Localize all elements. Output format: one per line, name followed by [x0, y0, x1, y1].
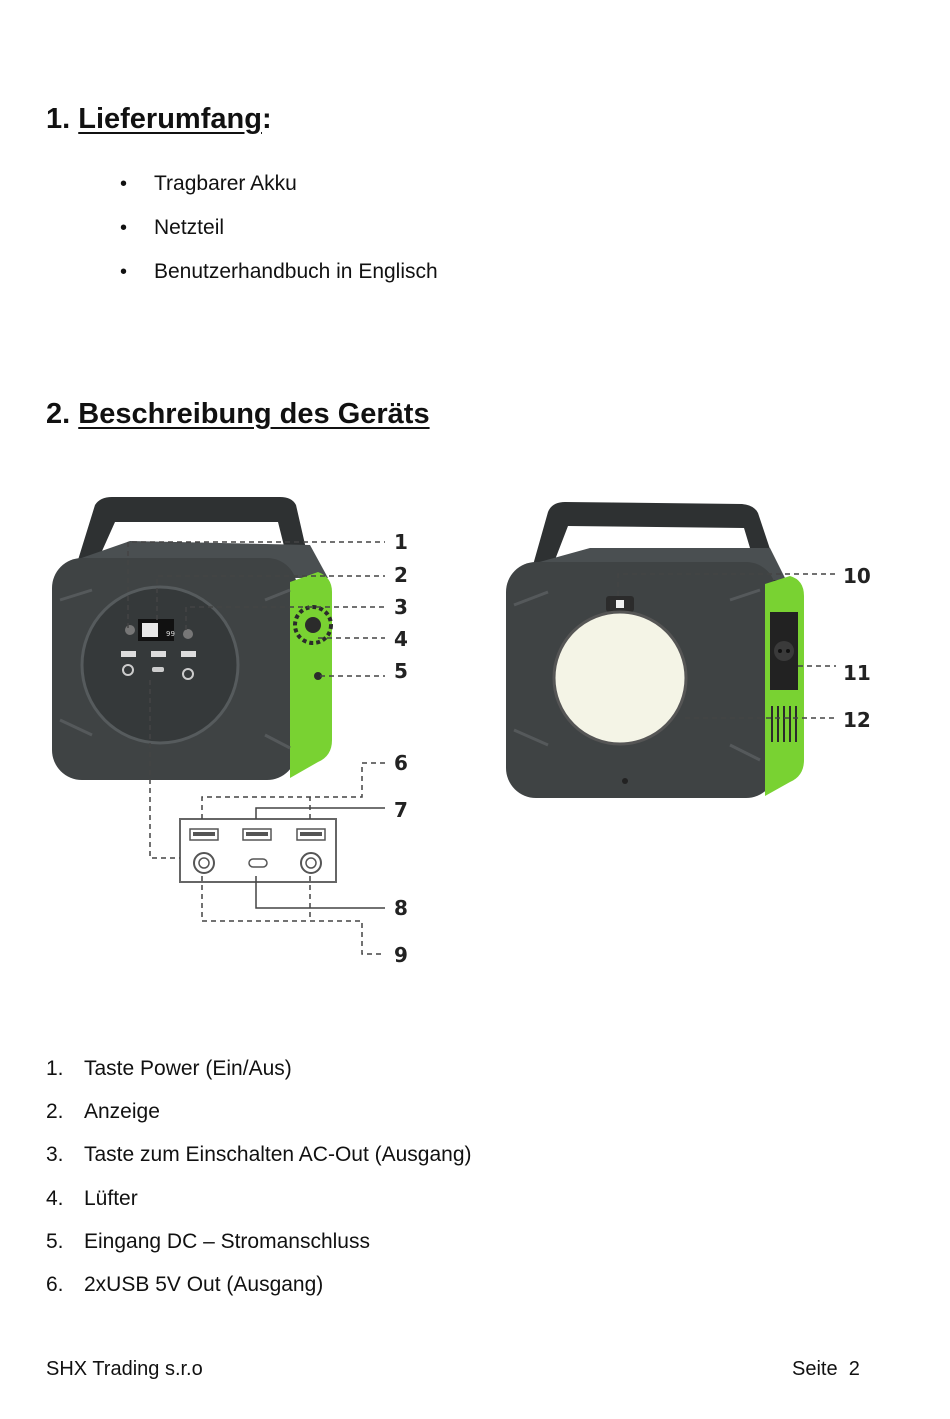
section-2-number: 2. [46, 398, 71, 430]
item-number: 3. [46, 1143, 64, 1167]
callout-6: 6 [394, 751, 408, 775]
callout-12: 12 [843, 708, 871, 732]
item-number: 5. [46, 1229, 64, 1253]
callout-4: 4 [394, 627, 408, 651]
item-label: Anzeige [84, 1100, 160, 1124]
section-1-number: 1. [46, 103, 71, 135]
footer-page-number: Seite 2 [792, 1358, 860, 1380]
list-item [46, 1225, 472, 1268]
item-label: Lüfter [84, 1186, 138, 1210]
list-item [46, 1182, 472, 1225]
item-number: 6. [46, 1272, 64, 1296]
parts-list [46, 1052, 472, 1311]
device-diagram [40, 480, 900, 990]
item-number: 2. [46, 1100, 64, 1124]
callout-5: 5 [394, 659, 408, 683]
callout-7: 7 [394, 798, 408, 822]
power-station-back-icon [506, 502, 804, 798]
section-2-heading [46, 398, 430, 431]
callout-9: 9 [394, 943, 408, 967]
delivery-list [120, 168, 438, 300]
callout-3: 3 [394, 595, 408, 619]
section-1-heading [46, 103, 272, 136]
list-item [46, 1052, 472, 1095]
section-1-title: Lieferumfang [78, 103, 262, 135]
item-number: 1. [46, 1057, 64, 1080]
callout-11: 11 [843, 661, 871, 685]
item-label: 2xUSB 5V Out (Ausgang) [84, 1272, 324, 1296]
section-2-title: Beschreibung des Geräts [78, 398, 430, 430]
callout-2: 2 [394, 563, 408, 587]
item-label: Eingang DC – Stromanschluss [84, 1229, 370, 1253]
list-item [46, 1138, 472, 1181]
callout-8: 8 [394, 896, 408, 920]
item-label: Taste Power (Ein/Aus) [84, 1057, 292, 1080]
footer-company: SHX Trading s.r.o [46, 1358, 203, 1380]
port-panel-icon [180, 819, 336, 882]
list-item: • Netzteil [120, 212, 438, 256]
list-item [46, 1268, 472, 1311]
svg-text:99: 99 [166, 630, 175, 638]
item-label: Taste zum Einschalten AC-Out (Ausgang) [84, 1143, 472, 1167]
list-item: • Benutzerhandbuch in Englisch [120, 256, 438, 300]
list-item: • Tragbarer Akku [120, 168, 438, 212]
power-station-front-icon [52, 497, 332, 780]
list-item [46, 1095, 472, 1138]
callout-10: 10 [843, 564, 871, 588]
section-1-colon: : [261, 103, 272, 135]
item-number: 4. [46, 1186, 64, 1210]
callout-1: 1 [394, 530, 408, 554]
